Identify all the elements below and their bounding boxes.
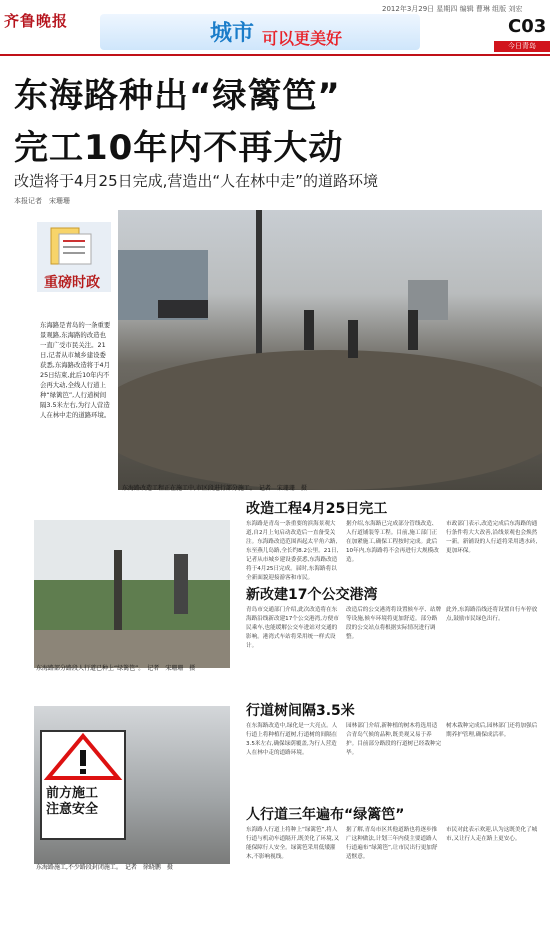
issue-weekday: 星期四 [436, 5, 458, 13]
section-4-col-2: 据了解,青岛市区其他道路也将逐步推广这种做法,计划三年内使主要道路人行道遍布“绿篱笆”,让市民出行更加舒适惬意。 [346, 827, 438, 860]
sign-line-1: 前方施工 [46, 786, 99, 801]
photo-caption-1: 东海路改造工程正在施工中,市区段进行部分施工。 记者 宋珊珊 摄 [122, 485, 307, 492]
section-3-col-1: 在东海路改造中,绿化是一大亮点。人行道上将种植行道树,行道树的间隔在3.5米左右,确保绿荫覆盖,为行人营造人在林中走的道路环境。 [246, 723, 338, 756]
section-3-col-2: 园林部门介绍,新种植的树木将选用适合青岛气候的品种,既美观又易于养护。目前部分路段的行道树已经栽种完毕。 [346, 723, 442, 756]
headline-line-1: 东海路种出“绿篱笆” [14, 76, 341, 116]
section-banner [100, 14, 420, 50]
sidebar-lead: 东海路是青岛的一条重要景观路,东海路的改造也一直广受市民关注。21日,记者从市城乡建设委获悉,东海路改造将于4月25日结束,此后10年内不会再大动,全线人行道上种“绿篱笆”,人行道树间隔3.5米左右,为行人营造人在林中走的道路环境。 [40, 321, 111, 419]
section-1-col-1: 东海路是青岛一条重要的滨海景观大道,自2月上旬启动改造后一直备受关注。东海路改造范围西起太平角六路,东至燕儿岛路,全长约8.2公里。21日,记者从市城乡建设委获悉,东海路改造将于4月25日完成。届时,东海路将以全新面貌迎接游客和市民。 [246, 521, 339, 581]
section-heading-3: 行道树间隔3.5米 [246, 703, 355, 719]
banner-slogan: 可以更美好 [262, 29, 343, 48]
sign-text [46, 786, 98, 818]
construction-sign [40, 730, 126, 840]
section-2-col-2: 改造后的公交港湾将设置候车亭、站牌等设施,候车环境将更加舒适。部分路段的公交站点将根据实际情况进行调整。 [346, 607, 442, 640]
section-2-col-1: 青岛市交通部门介绍,此次改造将在东海路沿线新改建17个公交港湾,方便市民乘车,也能缓解公交车进站对交通的影响。港湾式车站将采用统一样式设计。 [246, 607, 339, 649]
sign-line-2: 注意安全 [46, 802, 99, 817]
construction-scene [118, 210, 542, 490]
hedge-photo [34, 520, 230, 668]
section-tag: 今日青岛 [494, 41, 550, 52]
section-heading-2: 新改建17个公交港湾 [246, 587, 378, 603]
section-1-col-2: 据介绍,东海路已完成部分管线改造、人行道铺装等工程。目前,施工部门正在加紧施工,确保工程按时完成。此后10年内,东海路将不会再进行大规模改造。 [346, 521, 439, 563]
section-heading-4: 人行道三年遍布“绿篱笆” [246, 807, 405, 823]
header-rule [0, 54, 550, 56]
newspaper-logo: 齐鲁晚报 [4, 12, 69, 30]
section-heading-1: 改造工程4月25日完工 [246, 501, 388, 517]
section-4-col-1: 东海路人行道上将种上“绿篱笆”,将人行道与机动车道隔开,既美化了环境,又能保障行人安全。绿篱笆采用低矮灌木,不影响视线。 [246, 827, 340, 860]
section-1-col-3: 市政部门表示,改造完成后东海路的通行条件将大大改善,沿线景观也会焕然一新。新铺设的人行道将采用透水砖,更加环保。 [446, 521, 538, 554]
section-2-col-3: 此外,东海路沿线还将设置自行车停放点,鼓励市民绿色出行。 [446, 607, 538, 622]
issue-date: 2012年3月29日 [382, 5, 435, 13]
page-number: C03 [508, 16, 547, 37]
design-credit: 组版 刘宏 [492, 5, 523, 13]
construction-photo [118, 210, 542, 490]
sidebar-label: 重磅时政 [44, 275, 100, 291]
photo-caption-3: 东海路施工,不少路段封闭施工。 记者 徐晓鹏 摄 [36, 864, 173, 871]
banner-title: 城市 [210, 20, 255, 46]
sidewalk-scene [34, 520, 230, 668]
document-icon [37, 222, 111, 270]
section-4-col-3: 市民对此表示欢迎,认为这既美化了城市,又让行人走在路上更安心。 [446, 827, 538, 842]
dateline [382, 4, 522, 14]
editor-credit: 编辑 曹琳 [459, 5, 490, 13]
photo-caption-2: 东海路部分路段人行道已种上“绿篱笆”。 记者 宋珊珊 摄 [36, 665, 196, 672]
headline-line-2: 完工10年内不再大动 [14, 128, 344, 168]
deck: 改造将于4月25日完成,营造出“人在林中走”的道路环境 [14, 172, 378, 190]
section-3-col-3: 树木栽种完成后,园林部门还将加强后期养护管理,确保成活率。 [446, 723, 538, 738]
byline: 本报记者 宋珊珊 [14, 197, 70, 205]
warning-triangle-icon [42, 732, 124, 782]
